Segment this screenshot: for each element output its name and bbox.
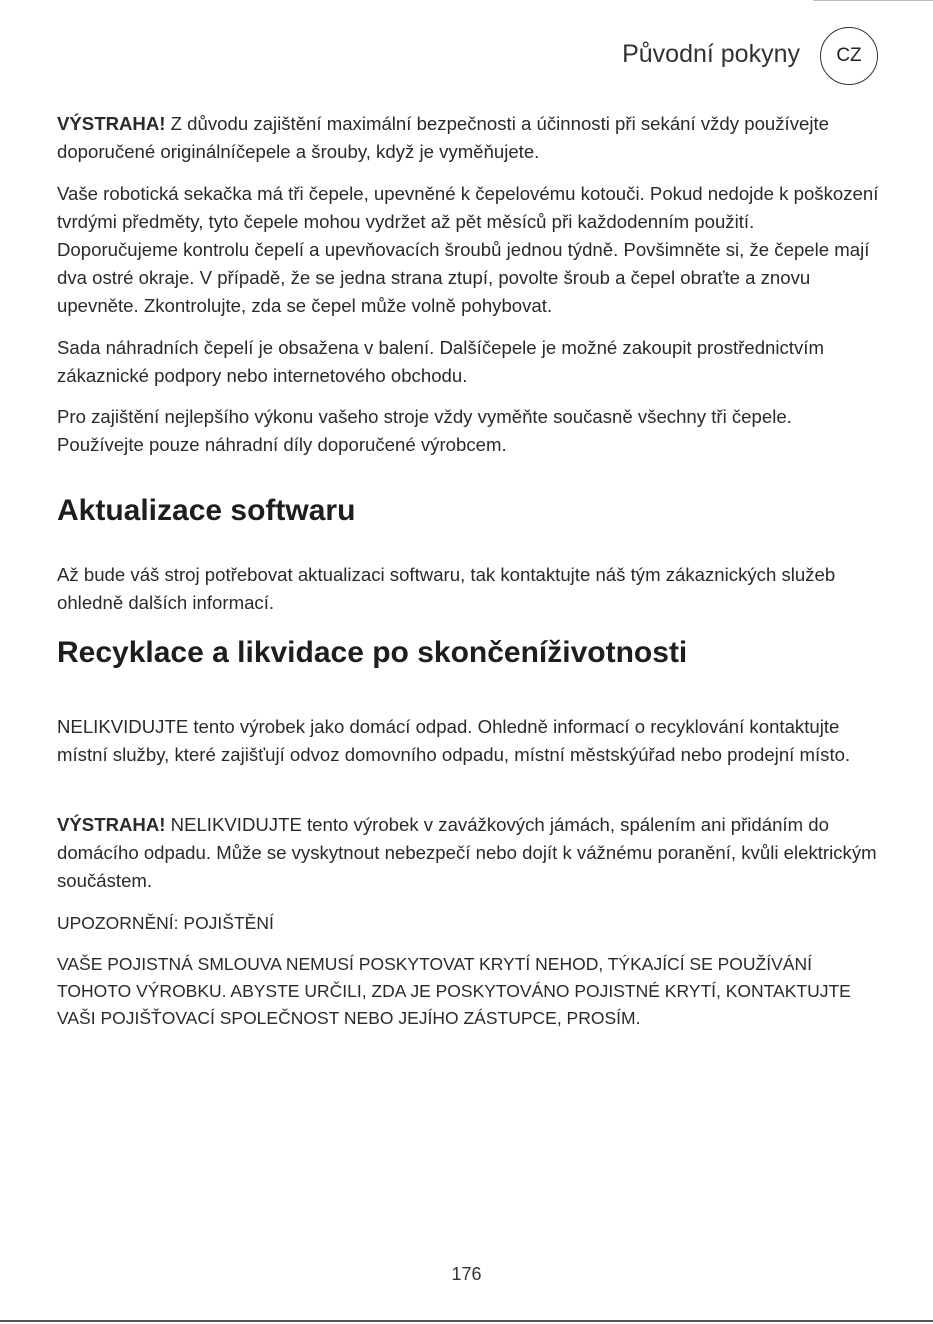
replace-all-blades-paragraph: Pro zajištění nejlepšího výkonu vašeho stroje vždy vyměňte současně všechny tři čepele. Používejte pouze náhradní díly doporučené výrobcem. [57, 406, 792, 455]
insurance-notice-title: UPOZORNĚNÍ: POJIŠTĚNÍ [57, 913, 274, 933]
replacement-kit-paragraph: Sada náhradních čepelí je obsažena v balení. Dalšíčepele je možné zakoupit prostřednictvím zákaznické podpory nebo internetového obchodu. [57, 337, 824, 386]
document-header-title: Původní pokyny [622, 40, 800, 68]
recycling-paragraph: NELIKVIDUJTE tento výrobek jako domácí odpad. Ohledně informací o recyklování kontaktujte místní služby, které zajišťují odvoz domovního odpadu, místní městskýúřad nebo prodejní místo. [57, 716, 851, 765]
language-badge: CZ [820, 27, 878, 85]
software-update-heading: Aktualizace softwaru [57, 494, 356, 527]
page-body [57, 110, 879, 1032]
warning-label: VÝSTRAHA! [57, 814, 166, 835]
blades-paragraph: Vaše robotická sekačka má tři čepele, upevněné k čepelovému kotouči. Pokud nedojde k poškození tvrdými předměty, tyto čepele mohou vydržet až pět měsíců při každodenním použití. Doporučujeme kontrolu čepelí a upevňovacích šroubů jednou týdně. Povšimněte si, že čepele mají dva ostré okraje. V případě, že se jedna strana ztupí, povolte šroub a čepel obraťte a znovu upevněte. Zkontrolujte, zda se čepel může volně pohybovat. [57, 183, 879, 316]
top-edge-rule [813, 0, 933, 1]
page-number: 176 [451, 1264, 482, 1284]
bottom-edge-rule [0, 1320, 933, 1322]
recycling-heading: Recyklace a likvidace po skončeníživotnosti [57, 636, 688, 669]
warning-text: NELIKVIDUJTE tento výrobek v zavážkových jámách, spálením ani přidáním do domácího odpadu. Může se vyskytnout nebezpečí nebo dojít k vážnému poranění, kvůli elektrickým součástem. [57, 814, 877, 891]
warning-text: Z důvodu zajištění maximální bezpečnosti a účinnosti při sekání vždy používejte doporučené originálníčepele a šrouby, když je vyměňujete. [57, 113, 829, 162]
warning-label: VÝSTRAHA! [57, 113, 166, 134]
blade-warning-paragraph [57, 110, 879, 166]
disposal-warning-paragraph [57, 811, 879, 895]
software-update-paragraph: Až bude váš stroj potřebovat aktualizaci softwaru, tak kontaktujte náš tým zákaznických služeb ohledně dalších informací. [57, 564, 836, 613]
insurance-notice-text: VAŠE POJISTNÁ SMLOUVA NEMUSÍ POSKYTOVAT KRYTÍ NEHOD, TÝKAJÍCÍ SE POUŽÍVÁNÍ TOHOTO VÝROBKU. ABYSTE URČILI, ZDA JE POSKYTOVÁNO POJISTNÉ KRYTÍ, KONTAKTUJTE VAŠI POJIŠŤOVACÍ SPOLEČNOST NEBO JEJÍHO ZÁSTUPCE, PROSÍM. [57, 954, 851, 1028]
